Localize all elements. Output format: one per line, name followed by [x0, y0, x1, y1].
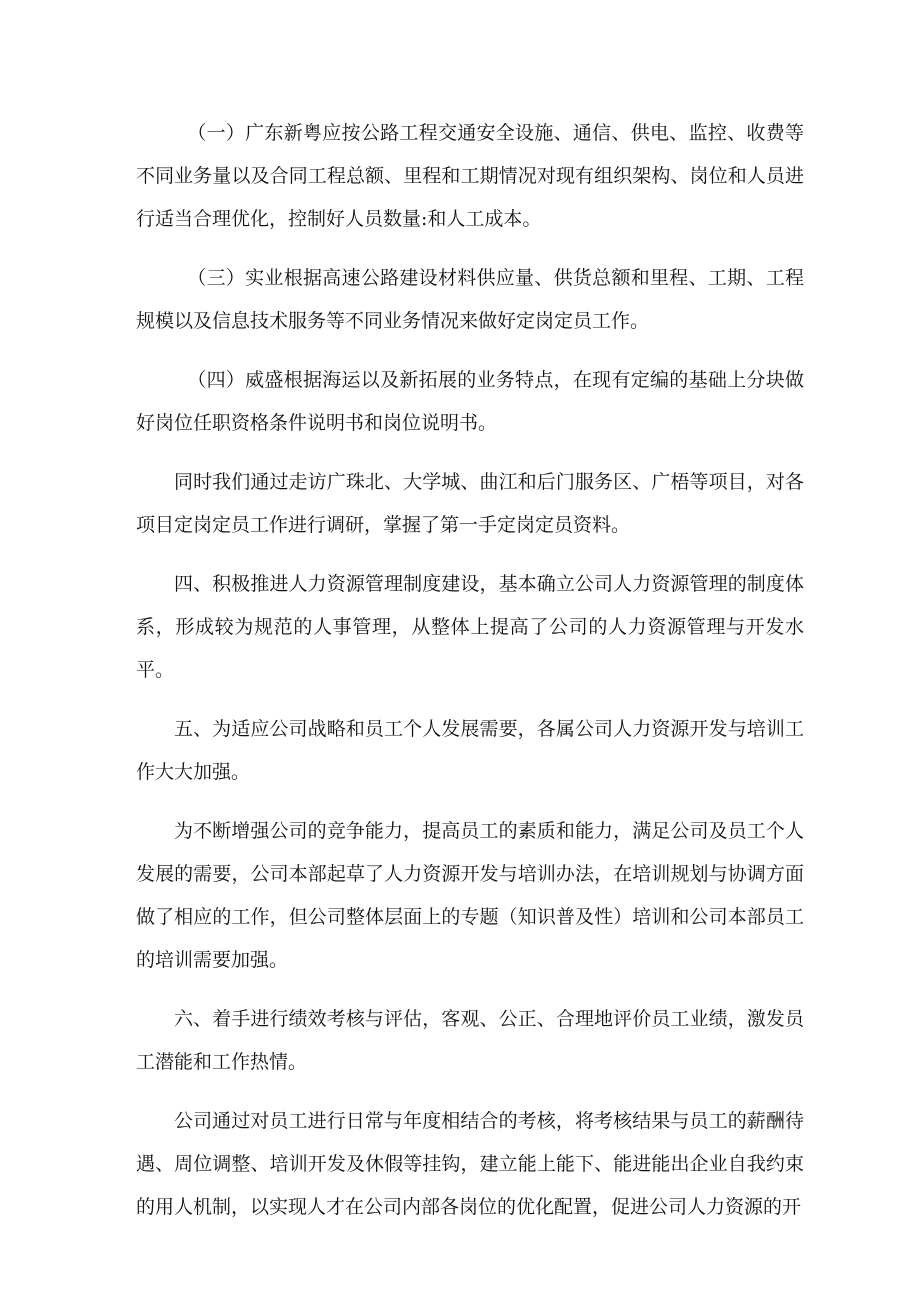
- paragraph-4: 同时我们通过走访广珠北、大学城、曲江和后门服务区、广梧等项目，对各项目定岗定员工作进行调研，掌握了第一手定岗定员资料。: [136, 471, 804, 536]
- paragraph-1: （一）广东新粤应按公路工程交通安全设施、通信、供电、监控、收费等不同业务量以及合同工程总额、里程和工期情况对现有组织架构、岗位和人员进行适当合理优化，控制好人员数量:和人工成本。: [136, 122, 804, 230]
- paragraph-6: 五、为适应公司战略和员工个人发展需要，各属公司人力资源开发与培训工作大大加强。: [136, 718, 804, 783]
- document-body: [136, 112, 804, 1245]
- paragraph-5: 四、积极推进人力资源管理制度建设，基本确立公司人力资源管理的制度体系，形成较为规范的人事管理，从整体上提高了公司的人力资源管理与开发水平。: [136, 573, 804, 681]
- paragraph-9: 公司通过对员工进行日常与年度相结合的考核，将考核结果与员工的薪酬待遇、周位调整、培训开发及休假等挂钩，建立能上能下、能进能出企业自我约束的用人机制，以实现人才在公司内部各岗位的优化配置，促进公司人力资源的开: [136, 1110, 804, 1218]
- paragraph-8: 六、着手进行绩效考核与评估，客观、公正、合理地评价员工业绩，激发员工潜能和工作热情。: [136, 1008, 804, 1073]
- paragraph-2: （三）实业根据高速公路建设材料供应量、供货总额和里程、工期、工程规模以及信息技术服务等不同业务情况来做好定岗定员工作。: [136, 267, 804, 332]
- paragraph-3: （四）威盛根据海运以及新拓展的业务特点，在现有定编的基础上分块做好岗位任职资格条件说明书和岗位说明书。: [136, 369, 804, 434]
- paragraph-7: 为不断增强公司的竞争能力，提高员工的素质和能力，满足公司及员工个人发展的需要，公司本部起草了人力资源开发与培训办法，在培训规划与协调方面做了相应的工作，但公司整体层面上的专题（知识普及性）培训和公司本部员工的培训需要加强。: [136, 820, 804, 971]
